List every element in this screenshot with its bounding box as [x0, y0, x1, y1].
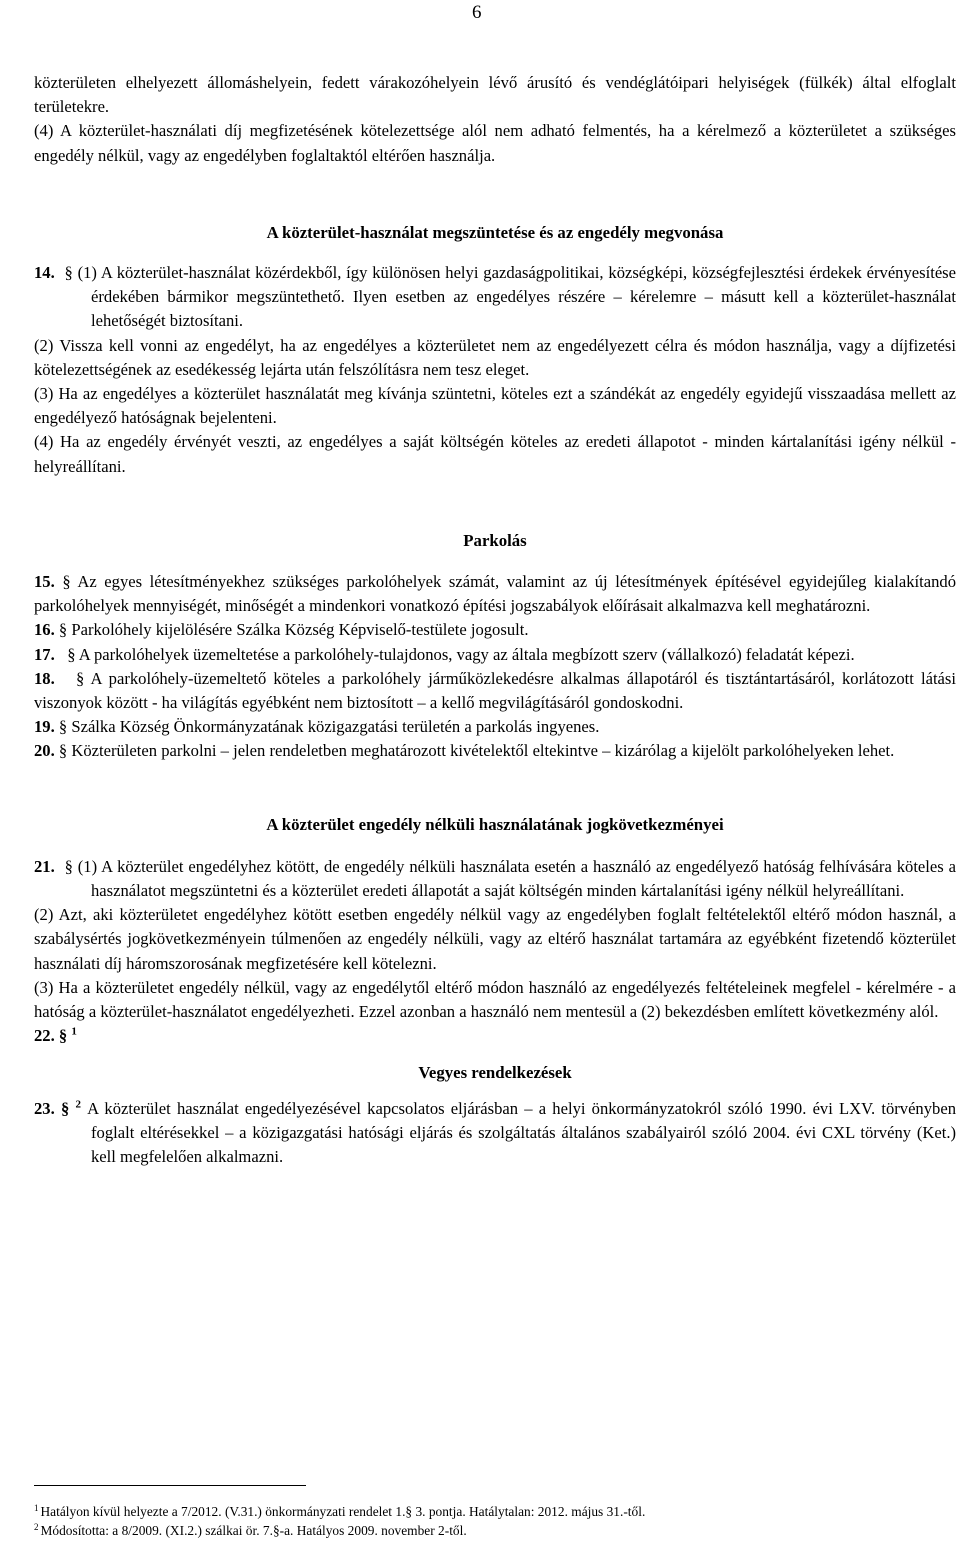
section-23	[34, 1097, 956, 1170]
section-15-text: § Az egyes létesítményekhez szükséges parkolóhelyek számát, valamint az új létesítmények építésével egyidejűleg kialakítandó parkolóhelyek mennyiségét, minőségét a mindenkori vonatkozó építési jogszabályok előírásait alkalmazva kell meghatározni.	[34, 572, 956, 616]
section-18	[34, 667, 956, 715]
section-19-number: 19.	[34, 717, 55, 737]
section-14-number: 14.	[34, 263, 55, 283]
footnote-separator	[34, 1485, 306, 1486]
section-16-number: 16.	[34, 620, 55, 640]
section-14-text: § (1) A közterület-használat közérdekből, így különösen helyi gazdaságpolitikai, községképi, községfejlesztési érdekek érvényesítése érdekében bármikor megszüntethető. Ilyen esetben az engedélyes részére – kérelemre – másutt kell a közterület-használat lehetőségét biztosítani.	[64, 263, 957, 331]
section-23-text: A közterület használat engedélyezésével kapcsolatos eljárásban – a helyi önkormányzatokról szóló 1990. évi LXV. törvényben foglalt eltérésekkel – a közigazgatási hatósági eljárás és szolgáltatás általános szabályairól szóló 2004. évi CXL törvény (Ket.) kell megfelelően alkalmazni.	[87, 1098, 956, 1167]
section-21	[34, 855, 956, 903]
section-17-text: § A parkolóhelyek üzemeltetése a parkolóhely-tulajdonos, vagy az általa megbízott szerv (vállalkozó) feladatát képezi.	[67, 644, 855, 664]
heading-vegyes: Vegyes rendelkezések	[418, 1062, 572, 1082]
section-22	[34, 1024, 956, 1048]
footnote-2-text: Módosította: a 8/2009. (XI.2.) szálkai ör. 7.§-a. Hatályos 2009. november 2-től.	[40, 1523, 467, 1538]
footnote-1	[34, 1502, 934, 1521]
section-20	[34, 739, 956, 763]
section-21-paragraph-2: (2) Azt, aki közterületet engedélyhez kötött esetben engedély nélkül vagy az engedélyben foglalt feltételektől eltérő módon használ, a szabálysértés jogkövetkezményein túlmenően az engedély nélküli, vagy az eltérő használat tartamára az egyébként fizetendő közterület használati díj háromszorosának megfizetésére kell kötelezni.	[34, 905, 956, 973]
section-23-number: 23.	[34, 1098, 55, 1118]
section-20-text: § Közterületen parkolni – jelen rendeletben meghatározott kivételektől eltekintve – kizárólag a kijelölt parkolóhelyeken lehet.	[58, 741, 895, 761]
section-22-sign: §	[58, 1026, 68, 1046]
section-16	[34, 618, 956, 642]
footnote-2	[34, 1521, 934, 1540]
section-20-number: 20.	[34, 741, 55, 761]
section-21-number: 21.	[34, 856, 55, 876]
section-18-text: § A parkolóhely-üzemeltető köteles a parkolóhely járműközlekedésre alkalmas állapotáról és tisztántartásáról, korlátozott látási viszonyok között - ha világítás egyébként nem biztosított – a kellő megvilágításáról gondoskodni.	[34, 668, 956, 713]
intro-paragraph-1: közterületen elhelyezett állomáshelyein, fedett várakozóhelyein lévő árusító és vendéglátóipari helyiségek (fülkék) által elfoglalt területekre.	[34, 73, 956, 117]
section-14-paragraph-3: (3) Ha az engedélyes a közterület használatát meg kívánja szüntetni, köteles ezt a szándékát az engedély egyidejű visszaadása mellett az engedélyező hatóságnak bejelenteni.	[34, 384, 956, 428]
footnote-1-text: Hatályon kívül helyezte a 7/2012. (V.31.) önkormányzati rendelet 1.§ 3. pontja. Hatálytalan: 2012. május 31.-től.	[40, 1504, 646, 1519]
section-15-number: 15.	[34, 572, 55, 592]
section-14	[34, 261, 956, 334]
intro-paragraph-2: (4) A közterület-használati díj megfizetésének kötelezettsége alól nem adható felmentés, ha a kérelmező a közterületet a szükséges engedély nélkül, vagy az engedélyben foglaltaktól eltérően használja.	[34, 121, 956, 165]
section-17-number: 17.	[34, 644, 55, 664]
heading-parkolas: Parkolás	[463, 530, 527, 550]
footnote-ref-1: 1	[71, 1025, 77, 1038]
section-18-number: 18.	[34, 668, 55, 688]
section-21-text: § (1) A közterület engedélyhez kötött, de engedély nélküli használata esetén a használó az engedélyező hatóság felhívására köteles a használatot megszüntetni és a közterület eredeti állapotát a saját költségén minden kártalanítási igény nélkül helyreállítani.	[64, 856, 956, 901]
section-21-paragraph-3: (3) Ha a közterületet engedély nélkül, vagy az engedélytől eltérő módon használó az engedélyezés feltételeinek megfelel - kérelmére - a hatóság a közterület-használatot engedélyezheti. Ezzel azonban a használó nem mentesül a (2) bekezdésben említett következmény alól.	[34, 977, 956, 1022]
heading-jogkovetkezmenyek: A közterület engedély nélküli használatának jogkövetkezményei	[266, 814, 724, 834]
section-23-sign: §	[60, 1098, 70, 1118]
section-19	[34, 715, 956, 739]
section-14-paragraph-2: (2) Vissza kell vonni az engedélyt, ha az engedélyes a közterületet nem az engedélyezett célra és módon használja, vagy a díjfizetési kötelezettségének az esedékesség lejárta után felszólításra nem tesz eleget.	[34, 335, 956, 379]
heading-megszuntetes: A közterület-használat megszüntetése és az engedély megvonása	[266, 222, 724, 242]
section-15	[34, 570, 956, 618]
footnote-ref-2: 2	[75, 1098, 81, 1111]
footnotes	[34, 1502, 934, 1540]
document-body	[34, 71, 956, 1169]
footnote-2-mark: 2	[34, 1521, 39, 1532]
section-16-text: § Parkolóhely kijelölésére Szálka Község Képviselő-testülete jogosult.	[58, 620, 529, 640]
footnote-1-mark: 1	[34, 1502, 39, 1513]
section-22-number: 22.	[34, 1026, 55, 1046]
page-number: 6	[472, 2, 482, 23]
section-17	[34, 643, 956, 667]
section-19-text: § Szálka Község Önkormányzatának közigazgatási területén a parkolás ingyenes.	[58, 717, 600, 737]
section-14-paragraph-4: (4) Ha az engedély érvényét veszti, az engedélyes a saját költségén köteles az eredeti állapotot - minden kártalanítási igény nélkül - helyreállítani.	[34, 432, 956, 476]
